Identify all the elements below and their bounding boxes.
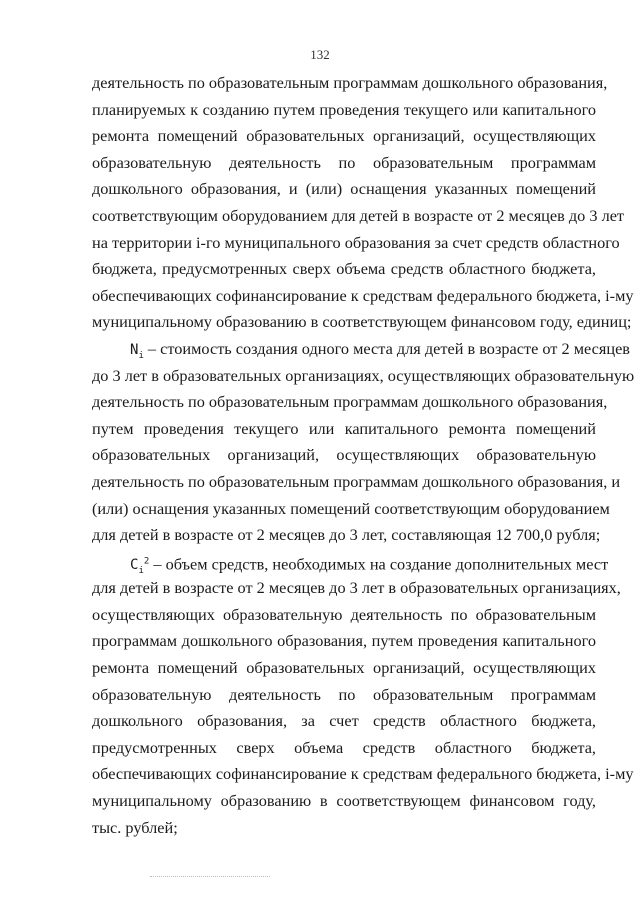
text-line: тыс. рублей; [92, 817, 178, 837]
text-line: бюджета, предусмотренных сверх объема средств областного бюджета, [92, 259, 596, 279]
document-body [92, 70, 635, 841]
text-run: – объем средств, необходимых на создание дополнительных мест [149, 554, 609, 574]
text-line: обеспечивающих софинансирование к средствам федерального бюджета, i-му [92, 764, 634, 784]
text-line: муниципальному образованию в соответствующем финансовом году, единиц; [92, 312, 632, 332]
text-line: (или) оснащения указанных помещений соответствующим оборудованием [92, 498, 610, 518]
formula-symbol: $N_i$ [130, 341, 144, 361]
text-line: муниципальному образованию в соответствующем финансовом году, [92, 791, 596, 811]
text-line: образовательную деятельность по образовательным программам [92, 152, 596, 172]
text-line: до 3 лет в образовательных организациях, осуществляющих образовательную [92, 365, 635, 385]
text-line [92, 549, 609, 577]
text-line: на территории i-го муниципального образования за счет средств областного [92, 232, 620, 252]
formula-symbol: $C_i^2$ [130, 556, 150, 577]
text-line: программам дошкольного образования, путем проведения капитального [92, 631, 596, 651]
text-line: предусмотренных сверх объема средств областного бюджета, [92, 737, 596, 757]
text-line: обеспечивающих софинансирование к средствам федерального бюджета, i-му [92, 285, 634, 305]
text-line: для детей в возрасте от 2 месяцев до 3 лет, составляющая 12 700,0 рубля; [92, 525, 601, 545]
text-line: образовательных организаций, осуществляющих образовательную [92, 445, 596, 465]
text-line: осуществляющих образовательную деятельность по образовательным [92, 604, 596, 624]
text-line: ремонта помещений образовательных организаций, осуществляющих [92, 126, 596, 146]
text-line: путем проведения текущего или капитального ремонта помещений [92, 418, 596, 438]
text-line [92, 336, 630, 363]
paragraph-1 [92, 70, 634, 336]
page-number: 132 [310, 47, 330, 62]
paragraph-3 [92, 549, 634, 842]
text-run: – стоимость создания одного места для детей в возрасте от 2 месяцев [143, 338, 630, 358]
text-line: соответствующим оборудованием для детей в возрасте от 2 месяцев до 3 лет [92, 205, 625, 225]
text-line: деятельность по образовательным программам дошкольного образования, [92, 73, 608, 92]
text-line: ремонта помещений образовательных организаций, осуществляющих [92, 658, 596, 678]
scan-artifact-line [150, 876, 270, 878]
text-line: деятельность по образовательным программам дошкольного образования, и [92, 471, 621, 491]
text-line: планируемых к созданию путем проведения текущего или капитального [92, 99, 596, 119]
text-line: образовательную деятельность по образовательным программам [92, 684, 596, 704]
text-line: для детей в возрасте от 2 месяцев до 3 лет в образовательных организациях, [92, 578, 621, 598]
text-line: деятельность по образовательным программам дошкольного образования, [92, 392, 608, 412]
text-line: дошкольного образования, за счет средств областного бюджета, [92, 711, 596, 731]
text-line: дошкольного образования, и (или) оснащения указанных помещений [92, 179, 596, 199]
paragraph-2 [92, 336, 635, 549]
